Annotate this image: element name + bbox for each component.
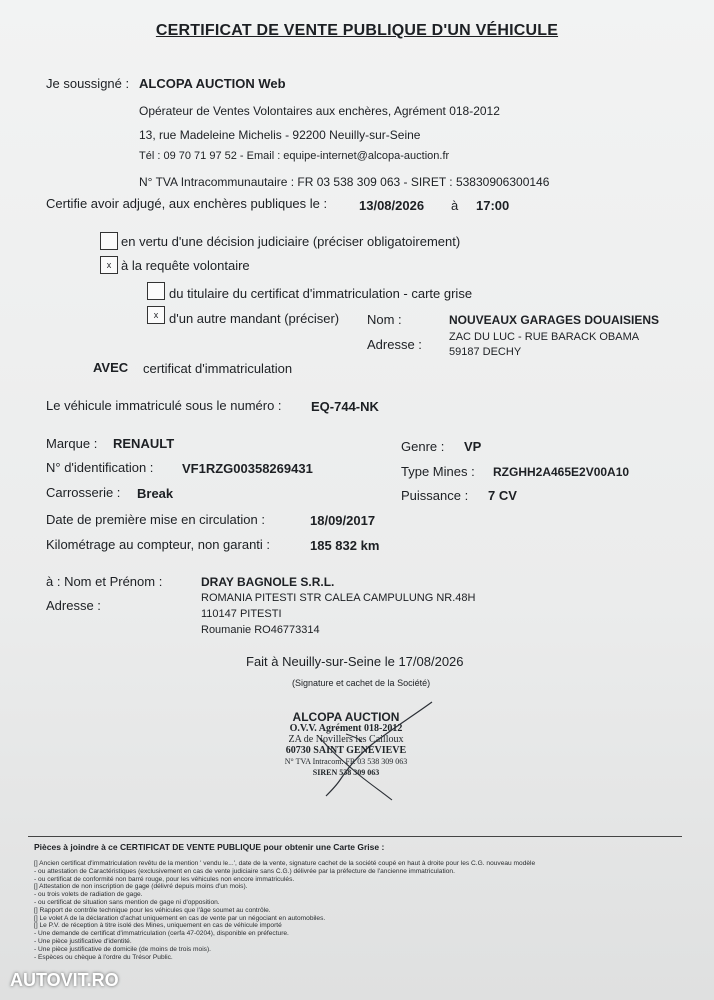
pieces-list (34, 860, 674, 961)
pieces-item: - ou attestation de Caractéristiques (exclusivement en cas de vente judiciaire sans C.G.) délivrée par la préfecture de l'ancienne immatriculation. (34, 867, 455, 875)
marque-label: Marque : (46, 436, 98, 451)
pieces-item: [] Attestation de non inscription de gage (délivré depuis moins d'un mois). (34, 883, 248, 891)
mec-label: Date de première mise en circulation : (46, 512, 265, 527)
seller-company: ALCOPA AUCTION Web (139, 76, 286, 91)
buyer-adresse-label: Adresse : (46, 598, 101, 613)
mandant-adresse-line-1: ZAC DU LUC - RUE BARACK OBAMA (449, 331, 640, 343)
seller-line-1: Opérateur de Ventes Volontaires aux enchères, Agrément 018-2012 (139, 104, 500, 118)
stamp-line-6: SIREN 538 309 063 (312, 768, 380, 777)
mandant-nom-label: Nom : (367, 312, 402, 327)
puissance-value: 7 CV (488, 488, 517, 503)
stamp-line-3: ZA de Novillers les Cailloux (288, 734, 404, 745)
immat-value: EQ-744-NK (311, 399, 379, 414)
handwritten-signature (300, 700, 450, 810)
pieces-item: - Une demande de certificat d'immatriculation (cerfa 47-0204), disponible en préfecture. (34, 930, 289, 938)
genre-label: Genre : (401, 439, 445, 454)
carrosserie-value: Break (137, 486, 174, 501)
seller-line-4: N° TVA Intracommunautaire : FR 03 538 309 063 - SIRET : 53830906300146 (139, 175, 550, 189)
certifie-text: Certifie avoir adjugé, aux enchères publiques le : (46, 196, 328, 211)
pieces-item: - ou certificat de conformité non barré rouge, pour les véhicules non encore immatriculés. (34, 875, 295, 883)
option-decision: en vertu d'une décision judiciaire (préciser obligatoirement) (121, 234, 461, 249)
checkbox-decision (100, 232, 118, 250)
buyer-adresse-line-2: 110147 PITESTI (201, 608, 282, 620)
auction-time: 17:00 (476, 198, 510, 213)
stamp-line-5: N° TVA Intracom. FR 03 538 309 063 (284, 757, 408, 766)
pieces-heading: Pièces à joindre à ce CERTIFICAT DE VENTE PUBLIQUE pour obtenir une Carte Grise : (34, 842, 385, 852)
mec-value: 18/09/2017 (310, 513, 376, 528)
pieces-item: - ou trois volets de radiation de gage. (34, 891, 143, 899)
auction-date: 13/08/2026 (359, 198, 425, 213)
pieces-item: - Espèces ou chèque à l'ordre du Trésor Public. (34, 953, 173, 961)
section-divider (28, 836, 682, 837)
stamp-line-2: O.V.V. Agrément 018-2012 (289, 723, 403, 734)
carrosserie-label: Carrosserie : (46, 485, 121, 500)
option-titulaire: du titulaire du certificat d'immatriculation - carte grise (169, 286, 473, 301)
immat-label: Le véhicule immatriculé sous le numéro : (46, 398, 282, 413)
type-mines-value: RZGHH2A465E2V00A10 (493, 465, 630, 479)
pieces-item: [] Rapport de contrôle technique pour les véhicules que l'âge soumet au contrôle. (34, 906, 271, 914)
puissance-label: Puissance : (401, 488, 469, 503)
pieces-item: - Une pièce justificative d'identité. (34, 937, 132, 945)
page-title: CERTIFICAT DE VENTE PUBLIQUE D'UN VÉHICULE (155, 22, 559, 39)
genre-value: VP (464, 439, 482, 454)
buyer-adresse-line-3: Roumanie RO46773314 (201, 624, 320, 636)
km-value: 185 832 km (310, 538, 380, 553)
buyer-nom: DRAY BAGNOLE S.R.L. (201, 575, 335, 589)
autovit-watermark: AUTOVIT.RO (10, 970, 119, 990)
mandant-adresse-label: Adresse : (367, 337, 422, 352)
checkbox-mandant: x (147, 306, 165, 324)
option-mandant: d'un autre mandant (préciser) (169, 311, 340, 326)
seller-line-3: Tél : 09 70 71 97 52 - Email : equipe-internet@alcopa-auction.fr (139, 150, 450, 162)
marque-value: RENAULT (113, 436, 175, 451)
checkbox-titulaire (147, 282, 165, 300)
km-label: Kilométrage au compteur, non garanti : (46, 537, 271, 552)
avec-text: certificat d'immatriculation (143, 361, 293, 376)
soussigne-label: Je soussigné : (46, 76, 130, 91)
stamp-line-4: 60730 SAINT GENEVIEVE (285, 745, 407, 756)
mandant-adresse-line-2: 59187 DECHY (449, 346, 522, 358)
pieces-item: - Une pièce justificative de domicile (de moins de trois mois). (34, 945, 212, 953)
option-requete: à la requête volontaire (121, 258, 250, 273)
buyer-nom-label: à : Nom et Prénom : (46, 574, 163, 589)
pieces-item: - ou certificat de situation sans mention de gage ni d'opposition. (34, 898, 220, 906)
pieces-item: [] Le volet A de la déclaration d'achat uniquement en cas de vente par un négociant en automobiles. (34, 914, 326, 922)
stamp-line-1: ALCOPA AUCTION (292, 710, 400, 724)
mandant-nom: NOUVEAUX GARAGES DOUAISIENS (449, 313, 660, 327)
fait-a: Fait à Neuilly-sur-Seine le 17/08/2026 (246, 654, 464, 669)
pieces-item: [] Ancien certificat d'immatriculation revêtu de la mention ' vendu le...', date de la vente, signature cachet de la société coupé en haut à droite pour les C.G. nouveau modèle (34, 860, 536, 867)
signature-note: (Signature et cachet de la Société) (292, 678, 431, 688)
checkbox-requete: x (100, 256, 118, 274)
type-mines-label: Type Mines : (401, 464, 475, 479)
seller-line-2: 13, rue Madeleine Michelis - 92200 Neuilly-sur-Seine (139, 128, 421, 142)
pieces-item: [] Le P.V. de réception à titre isolé des Mines, uniquement en cas de véhicule importé (34, 922, 282, 930)
buyer-adresse-line-1: ROMANIA PITESTI STR CALEA CAMPULUNG NR.48H (201, 592, 476, 604)
ident-value: VF1RZG00358269431 (182, 461, 313, 476)
ident-label: N° d'identification : (46, 460, 154, 475)
avec-label: AVEC (93, 360, 129, 375)
auction-a: à (451, 198, 459, 213)
